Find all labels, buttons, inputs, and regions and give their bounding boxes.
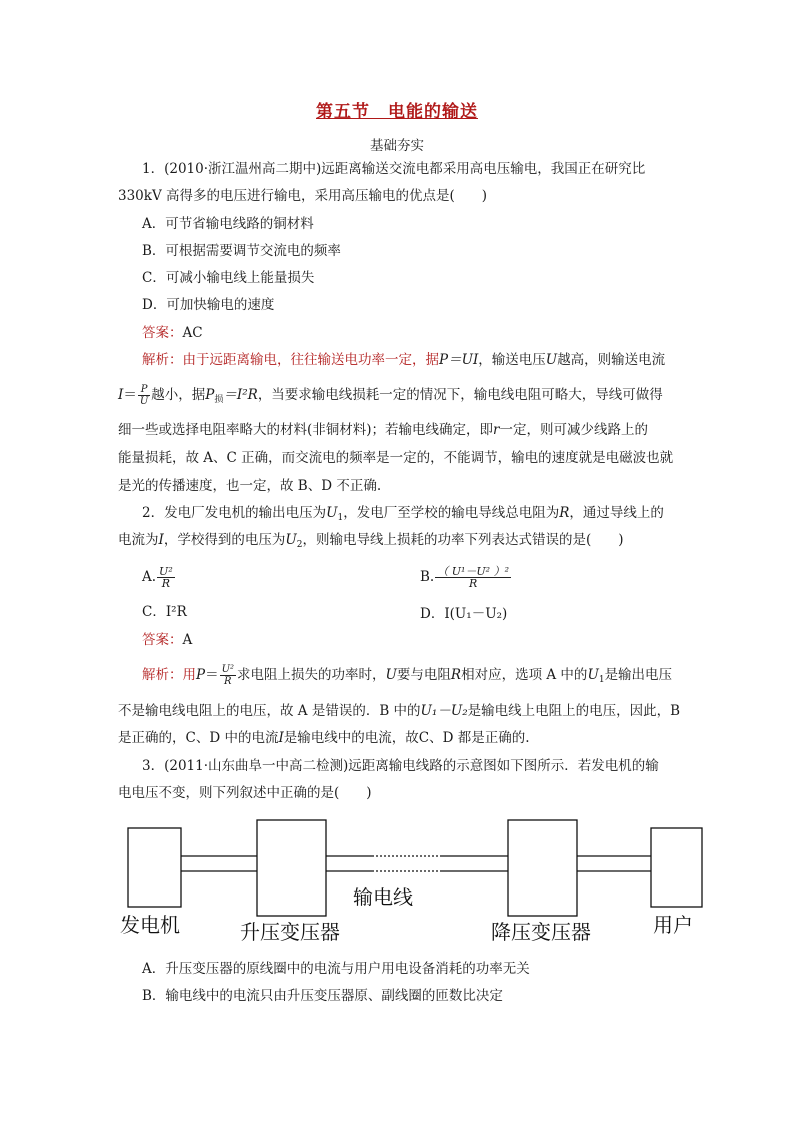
analysis-text: 越小，据 xyxy=(151,387,206,403)
generator-label: 发电机 xyxy=(120,913,180,937)
stem-text: ，通过导线上的 xyxy=(569,505,664,521)
formula: P＝UI xyxy=(439,352,479,368)
fraction-numerator: P xyxy=(138,384,150,396)
symbol: R xyxy=(450,667,462,683)
symbol: r xyxy=(493,422,500,438)
q1-analysis-line1 xyxy=(142,350,688,370)
analysis-text: 不是输电线电阻上的电压，故 A 是错误的．B 中的 xyxy=(118,703,421,719)
transmission-diagram xyxy=(110,815,710,955)
symbol: ＝ xyxy=(205,667,219,683)
step-down-transformer-box xyxy=(508,820,577,916)
subscript: 损 xyxy=(214,395,224,405)
symbol: U xyxy=(385,667,397,683)
analysis-text: 解析：由于远距离输电，往往输送电功率一定，据 xyxy=(142,352,439,368)
q1-analysis-line2 xyxy=(118,384,688,410)
symbol: U xyxy=(285,532,297,548)
analysis-text: 是输电线中的电流，故C、D 都是正确的. xyxy=(283,730,530,746)
q2-analysis-line3 xyxy=(118,728,688,748)
q3-option-b: B．输电线中的电流只由升压变压器原、副线圈的匝数比决定 xyxy=(142,988,503,1004)
q2-analysis-line1 xyxy=(142,664,688,690)
q3-stem-line2: 电电压不变，则下列叙述中正确的是( ) xyxy=(118,785,372,801)
fraction-denominator: U xyxy=(139,396,149,407)
q1-analysis-line5: 是光的传播速度，也一定，故 B、D 不正确. xyxy=(118,478,382,494)
answer-label: 答案： xyxy=(142,632,183,648)
section-heading: 基础夯实 xyxy=(370,138,424,154)
stem-text: 2．发电厂发电机的输出电压为 xyxy=(142,505,327,521)
analysis-text: 是输电线上电阻上的电压，因此，B xyxy=(467,703,681,719)
q1-option-a: A．可节省输电线路的铜材料 xyxy=(142,216,314,232)
q2-answer xyxy=(142,630,688,650)
answer-value: AC xyxy=(182,325,203,341)
q2-option-b xyxy=(420,566,512,589)
analysis-text: 一定，则可减少线路上的 xyxy=(499,422,649,438)
analysis-text: 越高，则输送电流 xyxy=(557,352,666,368)
symbol: U xyxy=(326,505,338,521)
symbol: ＝ xyxy=(123,387,137,403)
symbol: R xyxy=(559,505,570,521)
answer-label: 答案： xyxy=(142,325,183,341)
q1-answer xyxy=(142,323,688,343)
subscript: 1 xyxy=(598,675,605,685)
q3-option-a: A．升压变压器的原线圈中的电流与用户用电设备消耗的功率无关 xyxy=(142,961,530,977)
symbol: I xyxy=(278,730,284,746)
q2-stem-line2 xyxy=(118,530,688,555)
analysis-text: 求电阻上损失的功率时， xyxy=(237,667,386,683)
q1-stem-line2: 330kV 高得多的电压进行输电，采用高压输电的优点是( ) xyxy=(118,188,488,204)
q2-option-c: C．I²R xyxy=(142,604,187,620)
symbol: I xyxy=(158,532,164,548)
generator-box xyxy=(128,828,181,907)
q1-stem-line1: 1．(2010·浙江温州高二期中)远距离输送交流电都采用高电压输电，我国正在研究比 xyxy=(142,161,646,177)
line-label: 输电线 xyxy=(353,885,413,909)
analysis-text: ，当要求输电线损耗一定的情况下，输电线电阻可略大，导线可做得 xyxy=(257,387,663,403)
analysis-text: 细一些或选择电阻率略大的材料(非铜材料)；若输电线确定，即 xyxy=(118,422,494,438)
analysis-text: 是正确的，C、D 中的电流 xyxy=(118,730,279,746)
symbol: P xyxy=(196,667,206,683)
analysis-text: 相对应，选项 A 中的 xyxy=(461,667,588,683)
fraction-denominator: R xyxy=(468,577,478,590)
symbol: P xyxy=(205,387,215,403)
stem-text: ，学校得到的电压为 xyxy=(163,532,286,548)
answer-value: A xyxy=(182,632,193,648)
q1-analysis-line4: 能量损耗，故 A、C 正确，而交流电的频率是一定的，不能调节，输电的速度就是电磁波也就 xyxy=(118,450,674,466)
stem-text: ，则输电导线上损耗的功率下列表达式错误的是( ) xyxy=(302,532,624,548)
fraction-denominator: R xyxy=(224,676,232,687)
option-label: B. xyxy=(420,569,435,585)
fraction-numerator: U² xyxy=(221,664,235,675)
q2-stem-line1 xyxy=(142,503,688,528)
subscript: 1 xyxy=(337,513,344,523)
analysis-text: 解析：用 xyxy=(142,667,196,683)
q1-option-d: D．可加快输电的速度 xyxy=(142,297,275,313)
fraction xyxy=(157,566,175,589)
user-label: 用户 xyxy=(653,913,693,937)
formula: ＝I²R xyxy=(223,387,258,403)
q1-option-c: C．可减小输电线上能量损失 xyxy=(142,270,315,286)
fraction xyxy=(138,384,150,407)
q2-option-d: D．I(U₁－U₂) xyxy=(420,606,508,622)
q1-analysis-line3 xyxy=(118,420,688,440)
fraction xyxy=(220,664,236,687)
step-up-transformer-box xyxy=(257,820,326,916)
option-label: A. xyxy=(142,569,157,585)
page-title: 第五节 电能的输送 xyxy=(316,102,478,122)
subscript: 2 xyxy=(296,540,303,550)
step-up-label: 升压变压器 xyxy=(240,920,340,944)
q1-option-b: B．可根据需要调节交流电的频率 xyxy=(142,243,341,259)
q2-option-a xyxy=(142,566,688,589)
step-down-label: 降压变压器 xyxy=(491,920,591,944)
fraction-denominator: R xyxy=(161,577,171,590)
symbol: I xyxy=(118,387,124,403)
user-box xyxy=(651,828,702,907)
stem-text: ，发电厂至学校的输电导线总电阻为 xyxy=(343,505,560,521)
analysis-text: 是输出电压 xyxy=(604,667,673,683)
analysis-text: 要与电阻 xyxy=(396,667,451,683)
analysis-text: ，输送电压 xyxy=(478,352,546,368)
stem-text: 电流为 xyxy=(118,532,159,548)
q2-analysis-line2 xyxy=(118,701,688,721)
fraction-numerator: U² xyxy=(159,565,173,578)
q3-stem-line1: 3．(2011·山东曲阜一中高二检测)远距离输电线路的示意图如下图所示．若发电机的输 xyxy=(142,758,659,774)
fraction xyxy=(435,566,511,589)
symbol: U xyxy=(545,352,558,368)
fraction-numerator: （ U¹－U² ）² xyxy=(437,565,509,578)
formula: U₁－U₂ xyxy=(420,703,468,719)
symbol: U xyxy=(587,667,599,683)
